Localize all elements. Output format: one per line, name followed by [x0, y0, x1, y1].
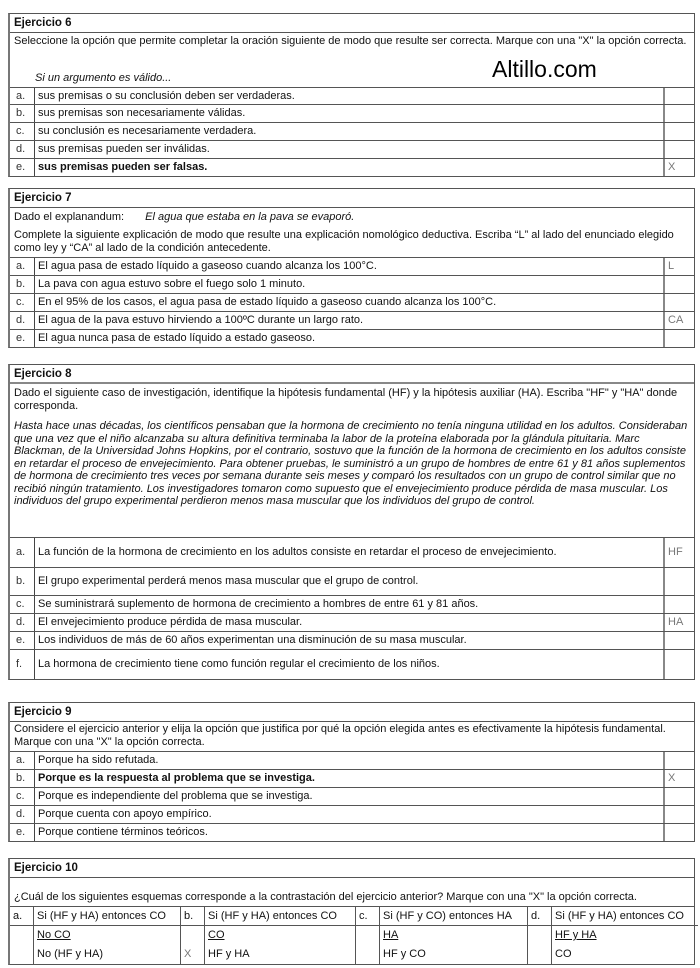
schema-letter-cell[interactable] — [181, 907, 205, 964]
option-letter: d. — [10, 312, 35, 329]
options-list — [10, 537, 694, 679]
schema-option — [181, 907, 356, 964]
answer-cell[interactable] — [663, 105, 694, 122]
answer-cell[interactable]: L — [663, 258, 694, 275]
option-row — [10, 140, 694, 158]
schema-premise-underlined: HA — [383, 929, 399, 941]
options-list — [10, 87, 694, 176]
answer-cell[interactable] — [663, 294, 694, 311]
exercise-instructions: Dado el siguiente caso de investigación, identifique la hipótesis fundamental (HF) y la hipótesis auxiliar (HA). Escriba "HF" y "HA" donde corresponda. — [14, 387, 678, 412]
schema-option — [528, 907, 698, 964]
answer-cell[interactable]: CA — [663, 312, 694, 329]
option-row — [10, 567, 694, 595]
schema-conclusion: HF y HA — [208, 948, 250, 960]
option-text: El envejecimiento produce pérdida de masa muscular. — [38, 616, 303, 628]
schema-content — [205, 907, 356, 964]
option-letter: f. — [10, 650, 35, 679]
answer-cell[interactable]: X — [663, 770, 694, 787]
option-row — [10, 649, 694, 679]
answer-cell[interactable]: HF — [663, 538, 694, 567]
option-row — [10, 257, 694, 275]
schema-content — [34, 907, 181, 964]
option-row — [10, 769, 694, 787]
exercise-title: Ejercicio 6 — [10, 14, 694, 33]
answer-cell[interactable] — [663, 650, 694, 679]
option-text: El agua pasa de estado líquido a gaseoso cuando alcanza los 100°C. — [38, 260, 377, 272]
option-text: La hormona de crecimiento tiene como función regular el crecimiento de los niños. — [38, 658, 440, 670]
option-text: Los individuos de más de 60 años experimentan una disminución de su masa muscular. — [38, 634, 467, 646]
schema-premise-underlined: CO — [208, 929, 225, 941]
option-letter: d. — [10, 614, 35, 631]
option-letter: a. — [10, 907, 33, 926]
exercise-title: Ejercicio 10 — [10, 859, 694, 878]
exercise-prompt: Si un argumento es válido... — [35, 72, 172, 84]
option-text: su conclusión es necesariamente verdadera. — [38, 125, 257, 137]
exercise-instructions: ¿Cuál de los siguientes esquemas corresponde a la contrastación del ejercicio anterior? Marque con una "X" la opción correcta. — [14, 891, 637, 903]
answer-cell[interactable] — [663, 596, 694, 613]
option-row — [10, 595, 694, 613]
option-letter: e. — [10, 159, 35, 176]
option-text: Se suministrará suplemento de hormona de crecimiento a hombres de entre 61 y 81 años. — [38, 598, 479, 610]
answer-cell[interactable]: X — [663, 159, 694, 176]
option-row — [10, 823, 694, 841]
option-text: En el 95% de los casos, el agua pasa de estado líquido a gaseoso cuando alcanza los 100°C. — [38, 296, 497, 308]
option-letter: b. — [10, 568, 35, 595]
option-row — [10, 104, 694, 122]
exercise-8 — [8, 364, 695, 680]
option-text: Porque cuenta con apoyo empírico. — [38, 808, 212, 820]
exercise-instructions: Complete la siguiente explicación de modo que resulte una explicación nomológico deductiva. Escriba “L” al lado del enunciado elegido como ley y “CA” al lado de la condición antecedente. — [14, 229, 674, 254]
answer-cell[interactable] — [663, 568, 694, 595]
answer-cell[interactable] — [663, 88, 694, 104]
option-letter: b. — [181, 907, 204, 926]
schema-content — [552, 907, 698, 964]
option-letter: b. — [10, 105, 35, 122]
option-text: Porque ha sido refutada. — [38, 754, 159, 766]
schema-letter-cell[interactable] — [10, 907, 34, 964]
options-list — [10, 257, 694, 347]
schema-premise-underlined: No CO — [37, 929, 71, 941]
schema-conclusion: CO — [555, 948, 572, 960]
answer-cell[interactable] — [663, 276, 694, 293]
option-text: Porque es independiente del problema que se investiga. — [38, 790, 313, 802]
explanandum-label: Dado el explanandum: — [14, 211, 125, 223]
option-text: sus premisas son necesariamente válidas. — [38, 107, 246, 119]
explanandum-line — [10, 208, 694, 228]
option-row — [10, 275, 694, 293]
schema-letter-cell[interactable] — [356, 907, 380, 964]
answer-mark[interactable] — [356, 945, 379, 964]
option-letter: b. — [10, 770, 35, 787]
option-row — [10, 311, 694, 329]
explanandum-text: El agua que estaba en la pava se evaporó. — [145, 211, 355, 223]
option-letter: c. — [10, 596, 35, 613]
answer-cell[interactable] — [663, 632, 694, 649]
option-text: El agua nunca pasa de estado líquido a estado gaseoso. — [38, 332, 316, 344]
options-list — [10, 751, 694, 841]
option-row — [10, 122, 694, 140]
exercise-title: Ejercicio 9 — [10, 703, 694, 722]
option-letter: e. — [10, 824, 35, 841]
exercise-instructions: Considere el ejercicio anterior y elija la opción que justifica por qué la opción elegida antes es efectivamente la hipótesis fundamental. Marque con una "X" la opción correcta. — [14, 723, 666, 748]
option-row — [10, 613, 694, 631]
exercise-9 — [8, 702, 695, 842]
schema-options — [10, 906, 694, 964]
option-text: La pava con agua estuvo sobre el fuego solo 1 minuto. — [38, 278, 306, 290]
option-text: sus premisas pueden ser falsas. — [38, 161, 208, 173]
option-letter: d. — [10, 141, 35, 158]
schema-premise: Si (HF y CO) entonces HA — [380, 907, 527, 926]
option-text: sus premisas pueden ser inválidas. — [38, 143, 210, 155]
exercise-title: Ejercicio 7 — [10, 189, 694, 208]
answer-mark[interactable] — [10, 945, 33, 964]
answer-cell[interactable] — [663, 330, 694, 347]
option-letter: e. — [10, 632, 35, 649]
option-letter: a. — [10, 538, 35, 567]
answer-mark[interactable]: X — [184, 948, 192, 960]
answer-mark[interactable] — [528, 945, 551, 964]
schema-premise-underlined: HF y HA — [555, 929, 597, 941]
option-row — [10, 751, 694, 769]
option-text: sus premisas o su conclusión deben ser verdaderas. — [38, 90, 295, 102]
option-text: Porque es la respuesta al problema que se investiga. — [38, 772, 315, 784]
exercise-title: Ejercicio 8 — [10, 365, 694, 384]
option-text: La función de la hormona de crecimiento en los adultos consiste en retardar el proceso de envejecimiento. — [38, 546, 557, 558]
answer-cell[interactable] — [663, 123, 694, 140]
option-letter: d. — [528, 907, 551, 926]
option-row — [10, 158, 694, 176]
option-row — [10, 329, 694, 347]
option-row — [10, 787, 694, 805]
schema-option — [10, 907, 181, 964]
option-letter: a. — [10, 88, 35, 104]
exercise-instructions: Seleccione la opción que permite completar la oración siguiente de modo que resulte ser correcta. Marque con una "X" la opción correcta. — [14, 35, 687, 47]
option-letter: c. — [10, 294, 35, 311]
option-letter: e. — [10, 330, 35, 347]
schema-content — [380, 907, 528, 964]
case-description: Hasta hace unas décadas, los científicos pensaban que la hormona de crecimiento no tenía ninguna utilidad en los adultos. Consideraban que una vez que el niño alcanzaba su altura definitiva terminaba la labor de la proteína elaborada por la glándula pituitaria. Marc Blackman, de la Universidad Johns Hopkins, por el contrario, sostuvo que la función de la hormona de crecimiento en los adultos consiste en retardar el proceso de envejecimiento. Para obtener pruebas, le suministró a un grupo de hombres de entre 61 y 81 años suplementos de hormona de crecimiento tres veces por semana durante seis meses y comparó los resultados con un grupo de control similar que no recibió ningún tratamiento. Los investigadores tomaron como supuesto que el envejecimiento produce pérdida de masa muscular. Los individuos del grupo experimental perdieron menos masa muscular que los individuos del grupo de control. — [14, 420, 688, 507]
answer-cell[interactable] — [663, 824, 694, 841]
option-row — [10, 631, 694, 649]
option-letter: c. — [356, 907, 379, 926]
option-row — [10, 87, 694, 104]
answer-cell[interactable] — [663, 806, 694, 823]
option-text: El agua de la pava estuvo hirviendo a 100ºC durante un largo rato. — [38, 314, 364, 326]
schema-option — [356, 907, 528, 964]
schema-premise: Si (HF y HA) entonces CO — [34, 907, 180, 926]
option-row — [10, 537, 694, 567]
watermark: Altillo.com — [492, 56, 597, 82]
exercise-7 — [8, 188, 695, 348]
option-letter: a. — [10, 752, 35, 769]
option-text: El grupo experimental perderá menos masa muscular que el grupo de control. — [38, 575, 419, 587]
answer-cell[interactable] — [663, 788, 694, 805]
option-text: Porque contiene términos teóricos. — [38, 826, 208, 838]
exercise-6 — [8, 13, 695, 177]
option-letter: c. — [10, 788, 35, 805]
option-row — [10, 293, 694, 311]
option-letter: b. — [10, 276, 35, 293]
exercise-10 — [8, 858, 695, 965]
schema-conclusion: HF y CO — [383, 948, 426, 960]
answer-cell[interactable] — [663, 141, 694, 158]
schema-conclusion: No (HF y HA) — [37, 948, 103, 960]
answer-cell[interactable] — [663, 752, 694, 769]
schema-letter-cell[interactable] — [528, 907, 552, 964]
option-letter: d. — [10, 806, 35, 823]
option-letter: c. — [10, 123, 35, 140]
option-letter: a. — [10, 258, 35, 275]
schema-premise: Si (HF y HA) entonces CO — [205, 907, 355, 926]
schema-premise: Si (HF y HA) entonces CO — [552, 907, 698, 926]
option-row — [10, 805, 694, 823]
answer-cell[interactable]: HA — [663, 614, 694, 631]
